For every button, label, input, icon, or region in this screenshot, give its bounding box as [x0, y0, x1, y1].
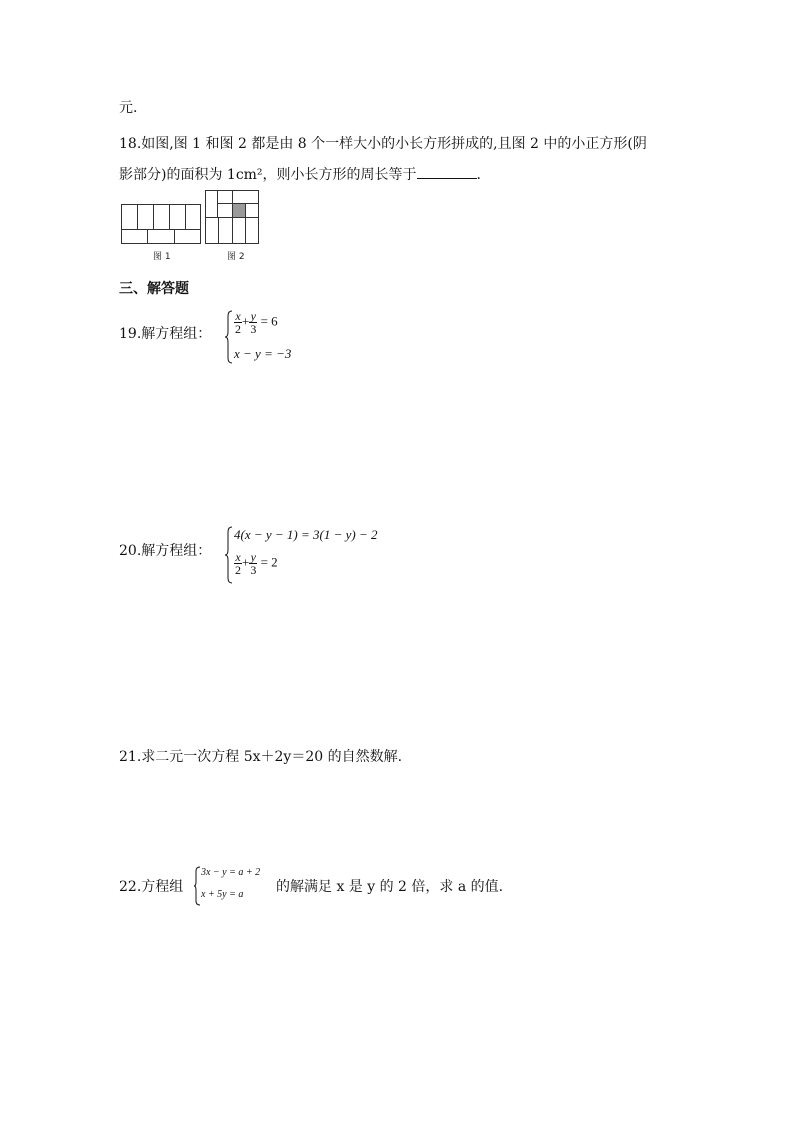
fraction: $\frac{x}{2}$ [235, 550, 241, 577]
fraction: $\frac{x}{2}$ [235, 309, 241, 336]
q20-eq1: 4(x − y − 1) = 3(1 − y) − 2 [234, 527, 378, 542]
q19-eq2: x − y = −3 [234, 346, 292, 361]
figure-1 [122, 205, 201, 244]
q19-prefix: 19.解方程组： [119, 326, 212, 342]
fig1-label: 图 1 [153, 252, 171, 262]
q18-line2-text: 影部分)的面积为 1cm²，则小长方形的周长等于 [119, 167, 417, 183]
answer-blank[interactable] [417, 164, 477, 179]
brace-icon [193, 866, 201, 906]
q20-eq2: $\frac{x}{2}$ + $\frac{y}{3}$ = 2 [235, 550, 278, 577]
q22-eq1: 3x − y = a + 2 [201, 867, 261, 878]
q19-eq1: $\frac{x}{2}$ + $\frac{y}{3}$ = 6 [235, 309, 278, 336]
brace-icon [224, 310, 234, 364]
fraction: $\frac{y}{3}$ [250, 309, 257, 336]
fig2-label: 图 2 [227, 252, 245, 262]
fraction: $\frac{y}{3}$ [250, 550, 257, 577]
q21-text: 21.求二元一次方程 5x＋2y＝20 的自然数解. [119, 749, 403, 765]
q20-prefix: 20.解方程组： [119, 543, 212, 559]
q22-eq2: x + 5y = a [201, 889, 244, 900]
q18-line2-end: . [476, 167, 481, 183]
brace-icon [224, 526, 234, 584]
section-heading: 三、解答题 [119, 281, 189, 297]
q22-suffix: 的解满足 x 是 y 的 2 倍，求 a 的值. [276, 879, 504, 895]
q17-tail: 元. [119, 100, 138, 116]
q18-line2 [119, 164, 481, 185]
figure-2 [206, 191, 259, 244]
q18-line1: 18.如图,图 1 和图 2 都是由 8 个一样大小的小长方形拼成的,且图 2 中的小正方形(阴 [119, 136, 647, 152]
q22-prefix: 22.方程组 [119, 879, 184, 895]
